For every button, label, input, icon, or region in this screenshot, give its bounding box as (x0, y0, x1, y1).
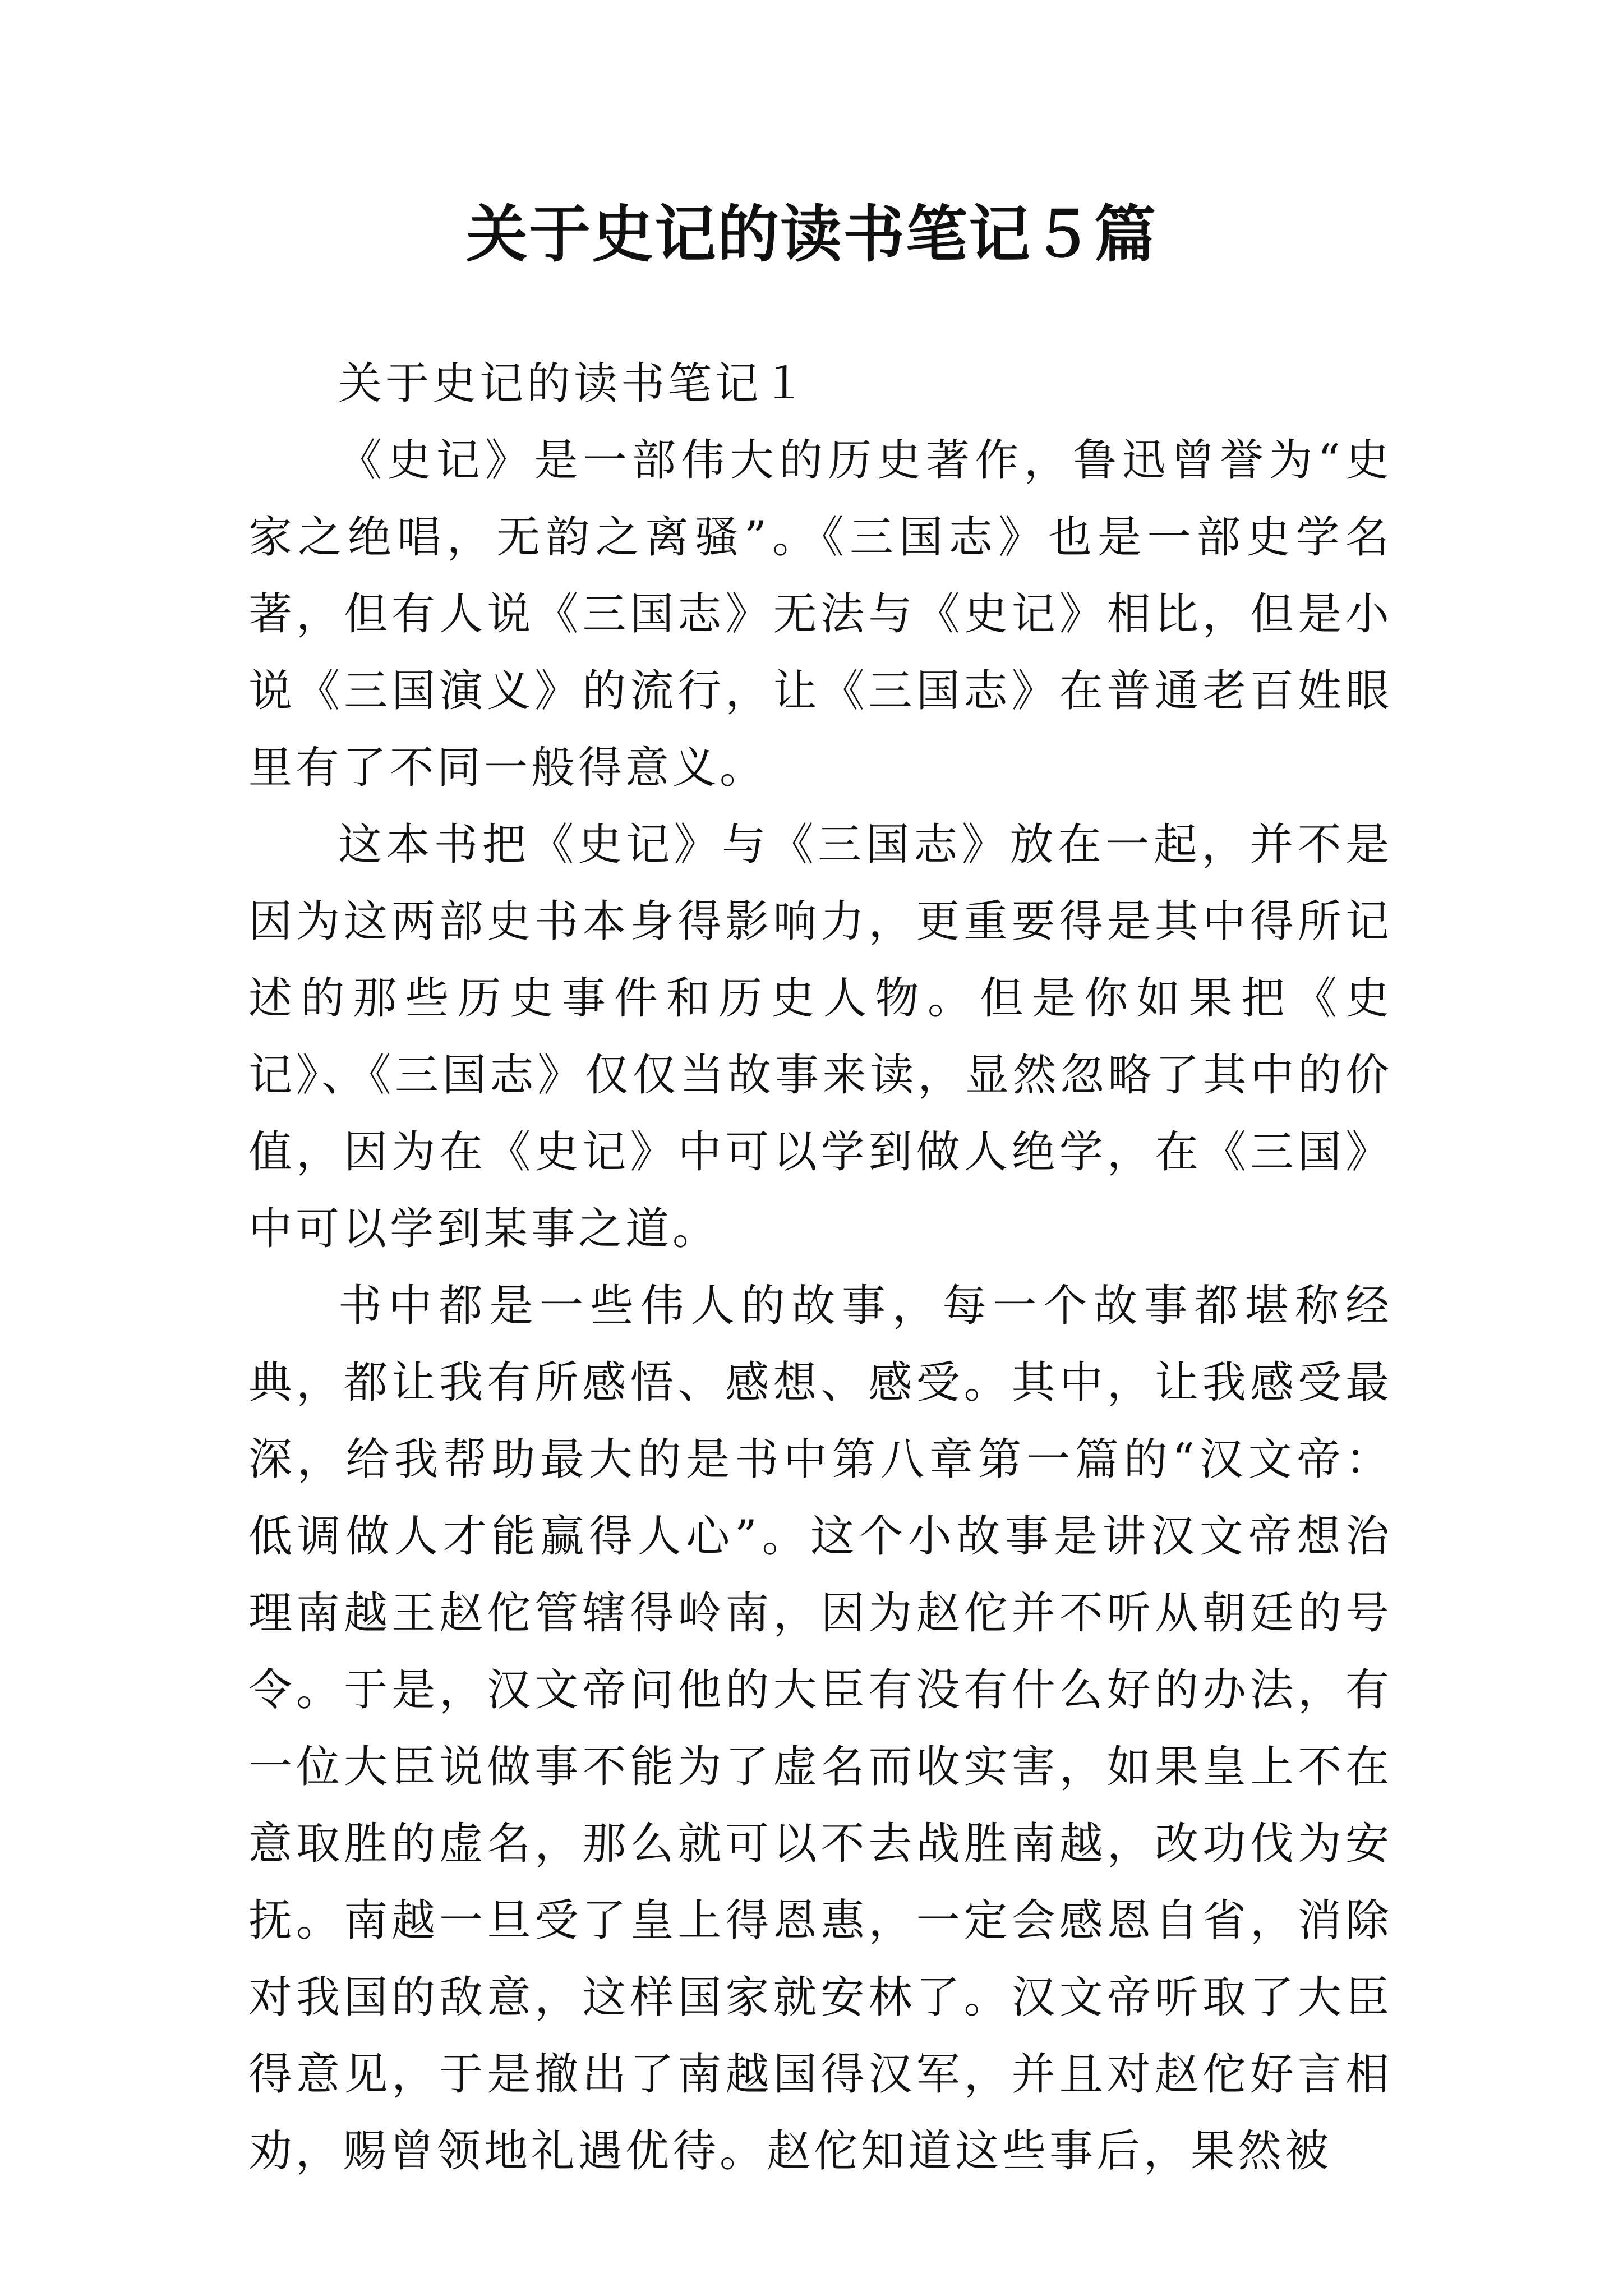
section-heading: 关于史记的读书笔记１ (338, 358, 810, 409)
paragraph-2: 这本书把《史记》与《三国志》放在一起，并不是因为这两部史书本身得影响力，更重要得是其中得所记述的那些历史事件和历史人物。但是你如果把《史记》、《三国志》仅仅当故事来读，显然忽略了其中的价值，因为在《史记》中可以学到做人绝学，在《三国》中可以学到某事之道。 (248, 820, 1393, 1254)
document-title: 关于史记的读书笔记５篇 (466, 198, 1157, 270)
document-body (248, 346, 1393, 2190)
paragraph-1: 《史记》是一部伟大的历史著作，鲁迅曾誉为“史家之绝唱，无韵之离骚”。《三国志》也是一部史学名著，但有人说《三国志》无法与《史记》相比，但是小说《三国演义》的流行，让《三国志》在普通老百姓眼里有了不同一般得意义。 (248, 435, 1393, 793)
paragraph-3: 书中都是一些伟人的故事，每一个故事都堪称经典，都让我有所感悟、感想、感受。其中，让我感受最深，给我帮助最大的是书中第八章第一篇的“汉文帝：低调做人才能赢得人心”。这个小故事是讲汉文帝想治理南越王赵佗管辖得岭南，因为赵佗并不听从朝廷的号令。于是，汉文帝问他的大臣有没有什么好的办法，有一位大臣说做事不能为了虚名而收实害，如果皇上不在意取胜的虚名，那么就可以不去战胜南越，改功伐为安抚。南越一旦受了皇上得恩惠，一定会感恩自省，消除对我国的敌意，这样国家就安林了。汉文帝听取了大臣得意见，于是撤出了南越国得汉军，并且对赵佗好言相劝，赐曾领地礼遇优待。赵佗知道这些事后，果然被 (248, 1281, 1393, 2177)
